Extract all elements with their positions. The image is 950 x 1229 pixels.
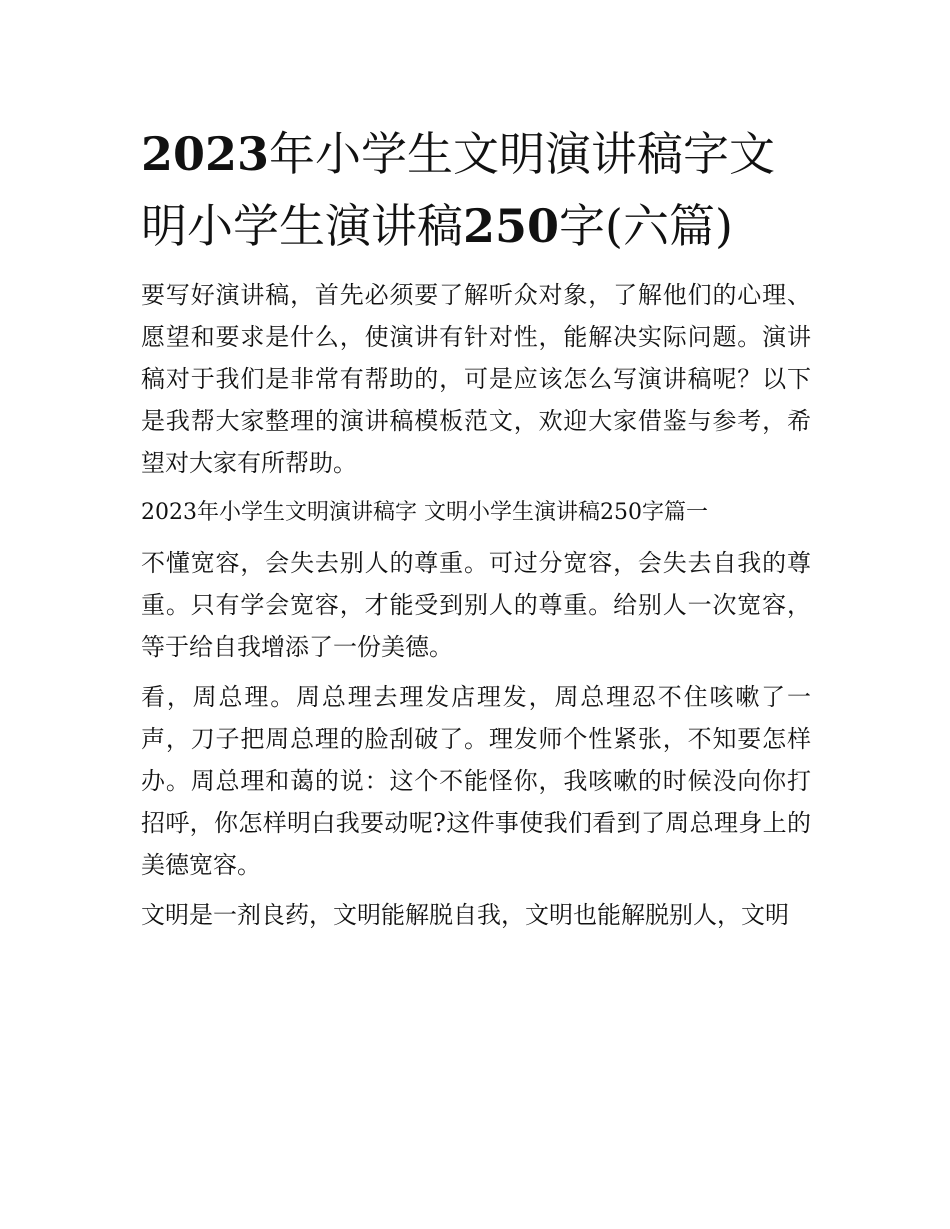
- title-text-2: 字(六篇): [559, 199, 733, 253]
- body-paragraph-3: 文明是一剂良药，文明能解脱自我，文明也能解脱别人，文明: [141, 901, 789, 929]
- title-text-1: 年小学生文明演讲稿字文明小学生演讲稿: [141, 127, 776, 253]
- body-paragraph-1: 不懂宽容，会失去别人的尊重。可过分宽容，会失去自我的尊重。只有学会宽容，才能受到别人的尊重。给别人一次宽容，等于给自我增添了一份美德。: [141, 549, 811, 661]
- document-title: [141, 118, 781, 262]
- section-heading: 2023年小学生文明演讲稿字 文明小学生演讲稿250字篇一: [141, 500, 708, 525]
- title-count: 250: [463, 199, 560, 253]
- intro-paragraph: 要写好演讲稿，首先必须要了解听众对象，了解他们的心理、愿望和要求是什么，使演讲有针对性，能解决实际问题。演讲稿对于我们是非常有帮助的，可是应该怎么写演讲稿呢？以下是我帮大家整理的演讲稿模板范文，欢迎大家借鉴与参考，希望对大家有所帮助。: [141, 281, 811, 477]
- body-paragraph-2: 看，周总理。周总理去理发店理发，周总理忍不住咳嗽了一声，刀子把周总理的脸刮破了。理发师个性紧张，不知要怎样办。周总理和蔼的说：这个不能怪你，我咳嗽的时候没向你打招呼，你怎样明白我要动呢?这件事使我们看到了周总理身上的美德宽容。: [141, 683, 811, 879]
- title-year: 2023: [141, 127, 270, 181]
